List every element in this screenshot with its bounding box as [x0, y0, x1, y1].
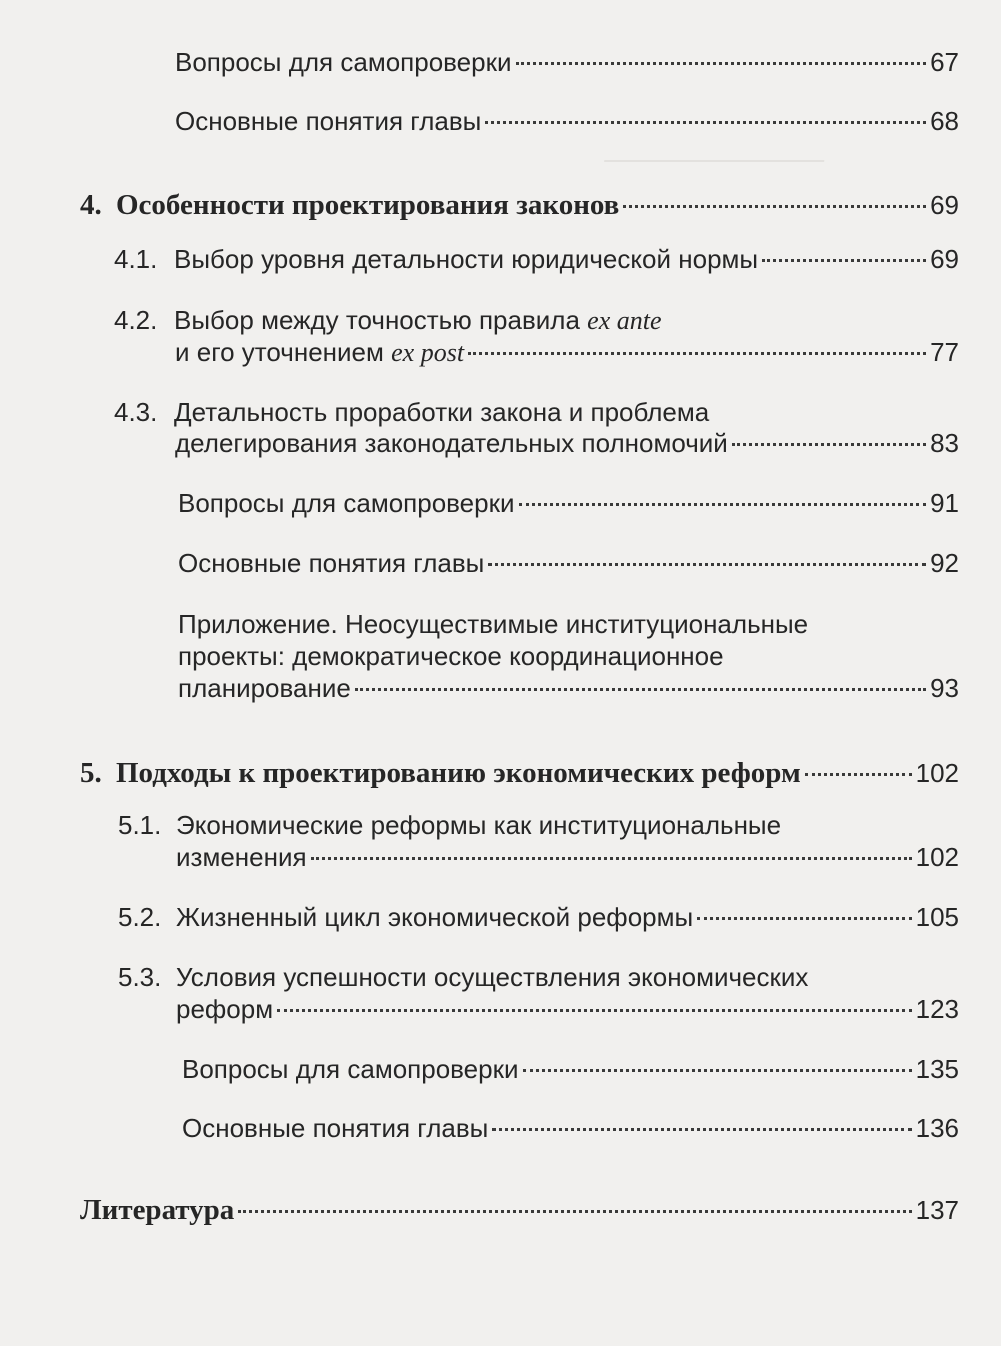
chapter-title: Особенности проектирования законов	[116, 189, 620, 221]
section-title-latin: ex post	[391, 338, 465, 367]
toc-entry-label: Вопросы для самопроверки	[175, 47, 512, 77]
toc-page-number: 68	[930, 106, 959, 136]
toc-page-number: 102	[915, 758, 959, 788]
chapter-number: 4.	[80, 189, 102, 221]
dot-leader	[488, 563, 926, 566]
appendix-title-line-2: проекты: демократическое координационное	[178, 641, 724, 671]
dot-leader	[311, 857, 912, 860]
dot-leader	[277, 1009, 912, 1012]
section-title-line-1: Детальность проработки закона и проблема	[174, 397, 710, 427]
dot-leader	[732, 443, 926, 446]
toc-entry-label: Вопросы для самопроверки	[178, 488, 515, 518]
toc-page-number: 92	[930, 548, 959, 578]
dot-leader	[485, 121, 926, 124]
dot-leader	[805, 773, 912, 776]
section-number: 5.1.	[118, 810, 162, 840]
toc-page-number: 93	[930, 673, 959, 703]
chapter-title: Подходы к проектированию экономических реформ	[116, 757, 801, 789]
section-title-line-2: делегирования законодательных полномочий	[175, 428, 728, 458]
dot-leader	[519, 503, 927, 506]
section-title-line-1: Условия успешности осуществления экономических	[176, 962, 809, 992]
toc-page-number: 136	[915, 1113, 959, 1143]
section-title-line-2: и его уточнением	[175, 337, 384, 367]
dot-leader	[697, 917, 911, 920]
dot-leader	[492, 1128, 911, 1131]
toc-entry-label: Основные понятия главы	[175, 106, 482, 136]
toc-page-number: 67	[930, 47, 959, 77]
toc-page-number: 69	[930, 244, 959, 274]
chapter-number: 5.	[80, 757, 102, 789]
toc-page-number: 105	[915, 902, 959, 932]
toc-entry-label: Основные понятия главы	[178, 548, 485, 578]
toc-entry-label: Вопросы для самопроверки	[182, 1054, 519, 1084]
section-title-line-1: Экономические реформы как институциональные	[176, 810, 782, 840]
appendix-title-line-3: планирование	[178, 673, 351, 703]
toc-page-number: 77	[930, 337, 959, 367]
dot-leader	[238, 1210, 911, 1213]
section-title-line-1: Выбор между точностью правила	[174, 305, 580, 335]
dot-leader	[468, 352, 926, 355]
section-title-line-2: изменения	[176, 842, 307, 872]
section-number: 4.2.	[114, 305, 158, 335]
section-number: 4.3.	[114, 397, 158, 427]
dot-leader	[516, 62, 927, 65]
dot-leader	[762, 259, 926, 262]
toc-page-number: 123	[915, 994, 959, 1024]
dot-leader	[623, 205, 926, 208]
toc-page-number: 137	[915, 1195, 959, 1225]
section-number: 5.3.	[118, 962, 162, 992]
section-title-latin: ex ante	[587, 306, 662, 335]
toc-page-number: 102	[915, 842, 959, 872]
section-title: Жизненный цикл экономической реформы	[176, 902, 694, 932]
section-title-line-2: реформ	[176, 994, 274, 1024]
appendix-title-line-1: Приложение. Неосуществимые институциональные	[178, 609, 809, 639]
toc-page-number: 135	[915, 1054, 959, 1084]
toc-page-number: 69	[930, 190, 959, 220]
section-number: 5.2.	[118, 902, 162, 932]
toc-page-number: 83	[930, 428, 959, 458]
toc-entry-label: Основные понятия главы	[182, 1113, 489, 1143]
dot-leader	[355, 688, 926, 691]
section-number: 4.1.	[114, 244, 158, 274]
dot-leader	[523, 1069, 912, 1072]
literature-title: Литература	[80, 1194, 235, 1226]
section-title: Выбор уровня детальности юридической нормы	[174, 244, 759, 274]
toc-page-number: 91	[930, 488, 959, 518]
